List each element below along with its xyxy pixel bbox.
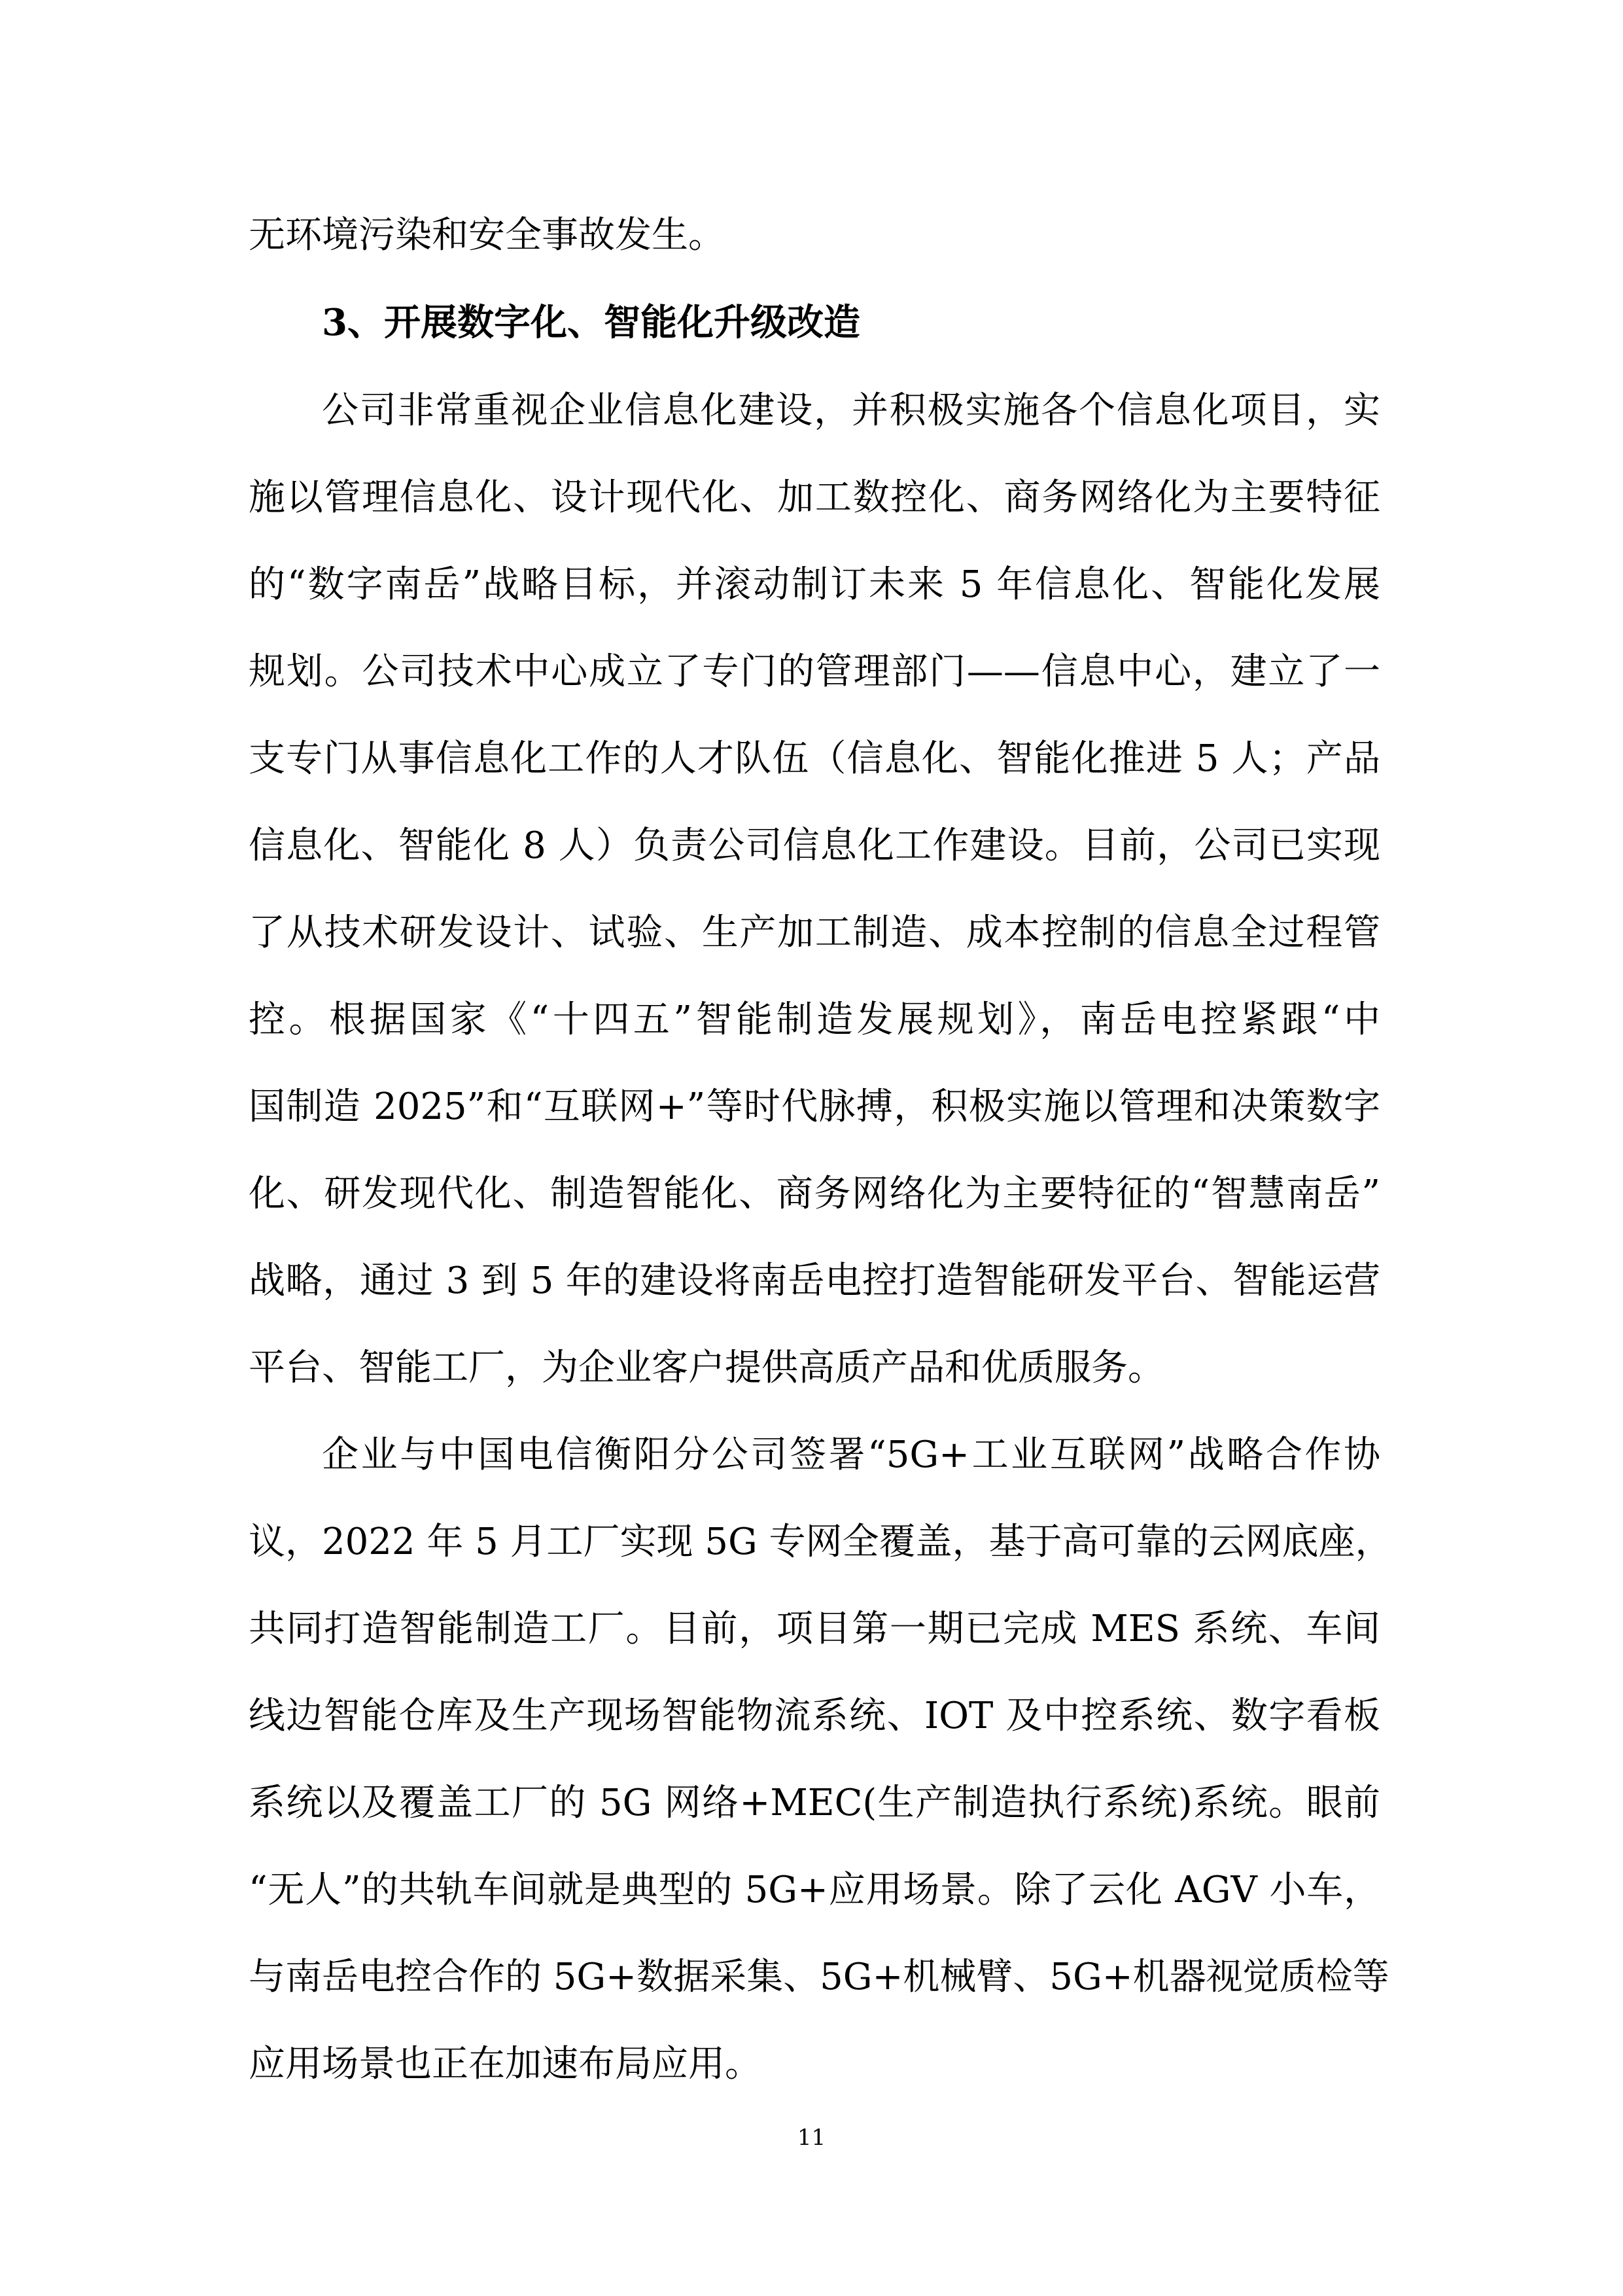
text-line-18: 线边智能仓库及生产现场智能物流系统、IOT 及中控系统、数字看板 (249, 1695, 1380, 1737)
text-line-5: 的“数字南岳”战略目标，并滚动制订未来 5 年信息化、智能化发展 (249, 563, 1380, 606)
text-line-20: “无人”的共轨车间就是典型的 5G+应用场景。除了云化 AGV 小车， (249, 1869, 1380, 1911)
text-line-15: 企业与中国电信衡阳分公司签署“5G+工业互联网”战略合作协 (322, 1434, 1380, 1476)
text-line-8: 信息化、智能化 8 人）负责公司信息化工作建设。目前，公司已实现 (249, 824, 1380, 867)
text-line-13: 战略，通过 3 到 5 年的建设将南岳电控打造智能研发平台、智能运营 (249, 1260, 1380, 1302)
text-line-21: 与南岳电控合作的 5G+数据采集、5G+机械臂、5G+机器视觉质检等 (249, 1956, 1389, 1998)
text-line-4: 施以管理信息化、设计现代化、加工数控化、商务网络化为主要特征 (249, 476, 1380, 519)
page-number: 11 (797, 2125, 826, 2151)
text-line-14: 平台、智能工厂，为企业客户提供高质产品和优质服务。 (249, 1347, 1164, 1389)
text-line-6: 规划。公司技术中心成立了专门的管理部门——信息中心，建立了一 (249, 650, 1380, 693)
section-heading: 3、开展数字化、智能化升级改造 (322, 301, 860, 344)
text-line-12: 化、研发现代化、制造智能化、商务网络化为主要特征的“智慧南岳” (249, 1173, 1380, 1215)
text-line-19: 系统以及覆盖工厂的 5G 网络+MEC(生产制造执行系统)系统。眼前 (249, 1782, 1380, 1824)
text-line-3: 公司非常重视企业信息化建设，并积极实施各个信息化项目，实 (322, 389, 1380, 432)
text-line-7: 支专门从事信息化工作的人才队伍（信息化、智能化推进 5 人；产品 (249, 737, 1380, 780)
text-line-11: 国制造 2025”和“互联网+”等时代脉搏，积极实施以管理和决策数字 (249, 1086, 1380, 1128)
text-line-10: 控。根据国家《“十四五”智能制造发展规划》，南岳电控紧跟“中 (249, 998, 1380, 1041)
text-line-17: 共同打造智能制造工厂。目前，项目第一期已完成 MES 系统、车间 (249, 1608, 1380, 1650)
text-line-9: 了从技术研发设计、试验、生产加工制造、成本控制的信息全过程管 (249, 911, 1380, 954)
text-line-1: 无环境污染和安全事故发生。 (249, 214, 725, 256)
text-line-16: 议，2022 年 5 月工厂实现 5G 专网全覆盖，基于高可靠的云网底座， (249, 1521, 1392, 1563)
text-line-22: 应用场景也正在加速布局应用。 (249, 2043, 761, 2085)
